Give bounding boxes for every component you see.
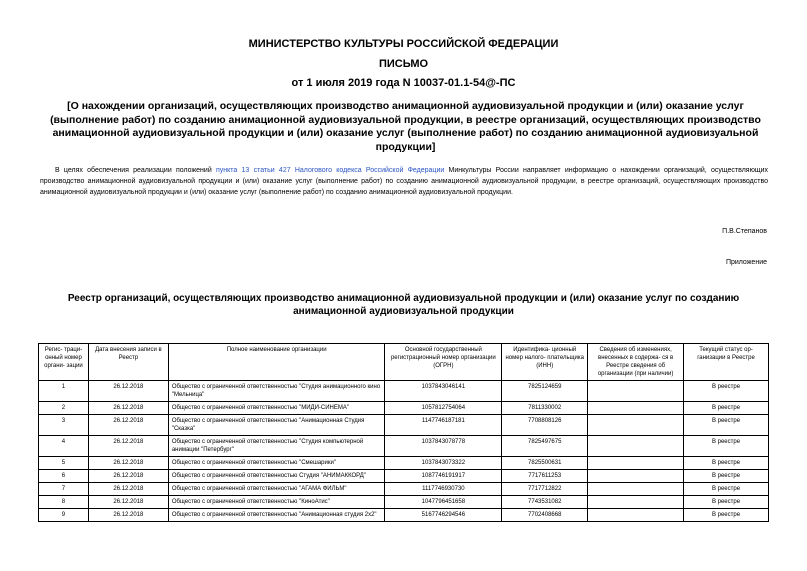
cell-org-name: Общество с ограниченной ответственностью "АГАМА ФИЛЬМ"	[168, 483, 385, 496]
registry-table	[38, 343, 769, 522]
table-row	[39, 402, 769, 415]
cell-inn: 7717611253	[502, 470, 588, 483]
cell-changes	[588, 509, 684, 522]
cell-changes	[588, 436, 684, 457]
cell-status: В реестре	[684, 381, 769, 402]
header-changes: Сведения об изменениях, внесенных в содержа- ся в Реестре сведения об организации (при наличии)	[588, 344, 684, 381]
cell-ogrn: 1087746191917	[385, 470, 502, 483]
cell-reg-number: 3	[39, 415, 89, 436]
cell-status: В реестре	[684, 415, 769, 436]
cell-reg-number: 8	[39, 496, 89, 509]
cell-changes	[588, 457, 684, 470]
cell-status: В реестре	[684, 483, 769, 496]
cell-entry-date: 26.12.2018	[88, 415, 168, 436]
appendix-label: Приложение	[725, 259, 767, 266]
cell-ogrn: 1037843046141	[385, 381, 502, 402]
cell-entry-date: 26.12.2018	[88, 496, 168, 509]
cell-reg-number: 5	[39, 457, 89, 470]
cell-entry-date: 26.12.2018	[88, 436, 168, 457]
body-text-after: Минкультуры России направляет информацию о нахождении организаций, осуществляющих производство анимационной аудиовизуальной продукции и (или) оказание услуг (выполнение работ) по созданию анимационной аудиовизуальной продукции, в реестре организаций, осуществляющих производство анимационной аудиовизуальной продукции и (или) оказание услуг (выполнение работ) по созданию анимационной аудиовизуальной продукции.	[40, 167, 768, 196]
cell-reg-number: 4	[39, 436, 89, 457]
header-reg-number: Регис- траци- онный номер органи- зации	[39, 344, 89, 381]
cell-reg-number: 9	[39, 509, 89, 522]
header-org-name: Полное наименование организации	[168, 344, 385, 381]
cell-reg-number: 7	[39, 483, 89, 496]
cell-inn: 7825500631	[502, 457, 588, 470]
cell-changes	[588, 402, 684, 415]
cell-ogrn: 5167746294546	[385, 509, 502, 522]
cell-status: В реестре	[684, 470, 769, 483]
cell-changes	[588, 381, 684, 402]
cell-entry-date: 26.12.2018	[88, 509, 168, 522]
table-row	[39, 436, 769, 457]
body-text-before: В целях обеспечения реализации положений	[55, 167, 216, 174]
cell-entry-date: 26.12.2018	[88, 381, 168, 402]
cell-org-name: Общество с ограниченной ответственностью "Анимационная студия 2х2"	[168, 509, 385, 522]
cell-ogrn: 1037843078778	[385, 436, 502, 457]
header-inn: Идентифика- ционный номер налого- плательщика (ИНН)	[502, 344, 588, 381]
cell-inn: 7708808126	[502, 415, 588, 436]
cell-status: В реестре	[684, 402, 769, 415]
table-row	[39, 509, 769, 522]
header-entry-date: Дата внесения записи в Реестр	[88, 344, 168, 381]
cell-reg-number: 2	[39, 402, 89, 415]
document-type: ПИСЬМО	[378, 58, 429, 70]
cell-status: В реестре	[684, 436, 769, 457]
cell-entry-date: 26.12.2018	[88, 483, 168, 496]
cell-inn: 7825497675	[502, 436, 588, 457]
cell-ogrn: 1057812754064	[385, 402, 502, 415]
cell-ogrn: 1117746930730	[385, 483, 502, 496]
header-status: Текущий статус ор- ганизации в Реестре	[684, 344, 769, 381]
cell-org-name: Общество с ограниченной ответственностью "Студия компьютерной анимации "Петербург"	[168, 436, 385, 457]
table-body	[39, 381, 769, 522]
table-row	[39, 415, 769, 436]
body-paragraph	[40, 165, 768, 198]
table-row	[39, 496, 769, 509]
table-row	[39, 483, 769, 496]
table-row	[39, 470, 769, 483]
cell-inn: 7702408668	[502, 509, 588, 522]
cell-changes	[588, 483, 684, 496]
document-subject: [О нахождении организаций, осуществляющих производство анимационной аудиовизуальной продукции и (или) оказание услуг (выполнение работ) по созданию анимационной аудиовизуальной продукции, в реестре организаций, осуществляющих производство анимационной аудиовизуальной продукции и (или) оказание услуг (выполнение работ) по созданию анимационной аудиовизуальной продукции]	[50, 100, 761, 153]
cell-status: В реестре	[684, 496, 769, 509]
ministry-heading: МИНИСТЕРСТВО КУЛЬТУРЫ РОССИЙСКОЙ ФЕДЕРАЦИИ	[248, 38, 559, 50]
signature: П.В.Степанов	[722, 228, 767, 235]
document-date-number: от 1 июля 2019 года N 10037-01.1-54@-ПС	[291, 77, 516, 89]
registry-title: Реестр организаций, осуществляющих производство анимационной аудиовизуальной продукции и (или) оказание услуг по созданию анимационной аудиовизуальной продукции	[67, 293, 740, 317]
cell-inn: 7743531082	[502, 496, 588, 509]
table-row	[39, 381, 769, 402]
cell-entry-date: 26.12.2018	[88, 470, 168, 483]
header-ogrn: Основной государственный регистрационный номер организации (ОГРН)	[385, 344, 502, 381]
cell-org-name: Общество с ограниченной ответственностью Студия "АНИМАККОРД"	[168, 470, 385, 483]
cell-changes	[588, 470, 684, 483]
cell-org-name: Общество с ограниченной ответственностью "Анимационная Студия "Сказка"	[168, 415, 385, 436]
cell-ogrn: 1047796451658	[385, 496, 502, 509]
cell-inn: 7825124659	[502, 381, 588, 402]
cell-org-name: Общество с ограниченной ответственностью "Студия анимационного кино "Мельница"	[168, 381, 385, 402]
cell-org-name: Общество с ограниченной ответственностью "Смешарики"	[168, 457, 385, 470]
cell-org-name: Общество с ограниченной ответственностью "КиноАтис"	[168, 496, 385, 509]
table-row	[39, 457, 769, 470]
cell-ogrn: 1037843073322	[385, 457, 502, 470]
cell-changes	[588, 415, 684, 436]
cell-org-name: Общество с ограниченной ответственностью "МИДИ-СИНЕМА"	[168, 402, 385, 415]
cell-entry-date: 26.12.2018	[88, 457, 168, 470]
cell-status: В реестре	[684, 457, 769, 470]
cell-reg-number: 1	[39, 381, 89, 402]
cell-inn: 7811330002	[502, 402, 588, 415]
cell-status: В реестре	[684, 509, 769, 522]
cell-inn: 7717712822	[502, 483, 588, 496]
cell-ogrn: 1147746187181	[385, 415, 502, 436]
tax-code-link[interactable]: пункта 13 статьи 427 Налогового кодекса Российской Федерации	[215, 167, 445, 174]
table-header-row	[39, 344, 769, 381]
cell-entry-date: 26.12.2018	[88, 402, 168, 415]
cell-changes	[588, 496, 684, 509]
cell-reg-number: 6	[39, 470, 89, 483]
